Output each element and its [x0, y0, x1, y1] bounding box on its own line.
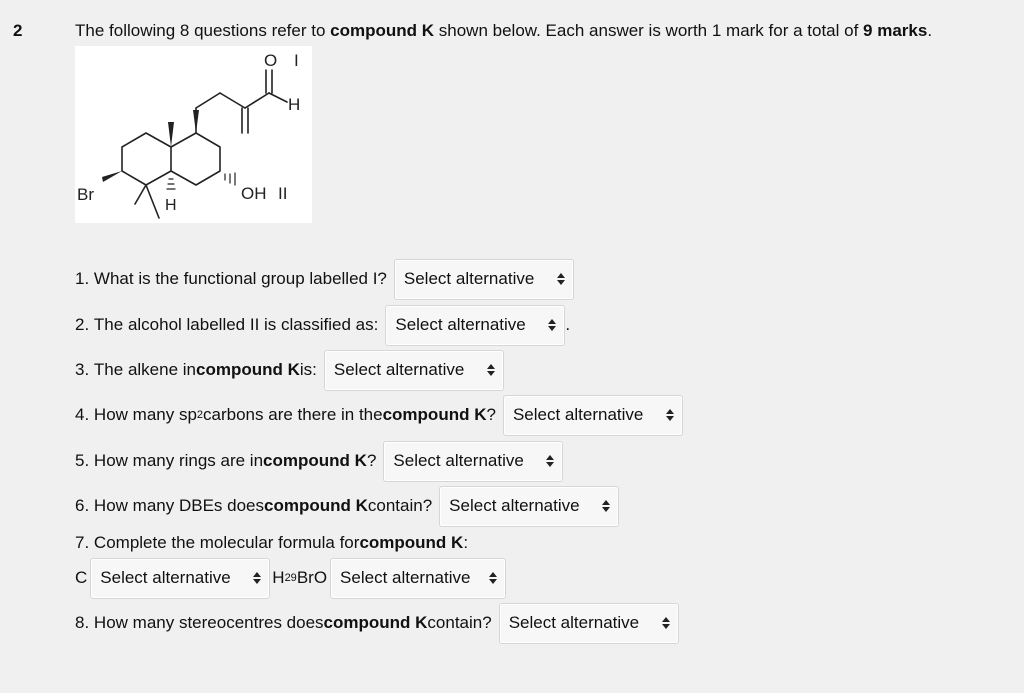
- intro-text-1: The following 8 questions refer to: [75, 21, 331, 40]
- question-number: 2: [13, 21, 23, 40]
- question-4: [75, 403, 683, 427]
- formula-hydrogen: H: [272, 568, 285, 587]
- question-5-compound: compound K: [263, 451, 367, 470]
- chain-bond-3: [220, 93, 245, 108]
- ring-right: [171, 133, 220, 185]
- select-arrows-icon: [666, 409, 674, 421]
- question-intro: [75, 21, 932, 41]
- question-3-text: The alkene in: [93, 360, 196, 379]
- aldehyde-h-bond: [269, 93, 287, 102]
- question-4-superscript: 2: [196, 409, 204, 421]
- question-2-period: .: [565, 315, 571, 334]
- formula-bro: BrO: [296, 568, 328, 587]
- select-arrows-icon: [487, 364, 495, 376]
- atom-label-o: O: [264, 51, 278, 70]
- question-7-compound: compound K: [359, 533, 464, 552]
- question-3-select[interactable]: [324, 350, 504, 391]
- select-arrows-icon: [546, 455, 554, 467]
- question-7: [75, 531, 468, 555]
- wedge-methyl: [168, 122, 174, 147]
- question-8-number: 8.: [75, 613, 90, 632]
- question-5-number: 5.: [75, 451, 90, 470]
- wedge-br: [102, 171, 122, 182]
- question-6-text: How many DBEs does: [93, 496, 264, 515]
- select-arrows-icon: [557, 273, 565, 285]
- question-2-number: 2.: [75, 315, 90, 334]
- hashed-bond-h: [167, 179, 175, 189]
- chain-bond-4: [245, 93, 269, 108]
- formula-oxygen-select-value: Select alternative: [340, 568, 471, 587]
- formula-oxygen-select[interactable]: [330, 558, 506, 599]
- question-2-select[interactable]: [385, 305, 565, 346]
- select-arrows-icon: [548, 319, 556, 331]
- question-7-number: 7.: [75, 533, 90, 552]
- question-1-text: What is the functional group labelled I?: [93, 269, 387, 288]
- label-i: I: [294, 51, 299, 70]
- formula-carbon-select[interactable]: [90, 558, 270, 599]
- atom-label-h-aldehyde: H: [288, 95, 301, 114]
- chain-bond-2: [196, 93, 220, 108]
- question-2-text: The alcohol labelled II is classified as:: [93, 315, 379, 334]
- question-5-select[interactable]: [383, 441, 563, 482]
- wedge-chain: [193, 110, 199, 133]
- methyl-bond-1: [135, 185, 146, 204]
- question-1: [75, 267, 574, 291]
- question-6-compound: compound K: [264, 496, 368, 515]
- formula-hydrogen-count: 29: [284, 572, 297, 584]
- question-5-text: How many rings are in: [93, 451, 264, 470]
- question-4-number: 4.: [75, 405, 90, 424]
- intro-marks: 9 marks: [863, 21, 928, 40]
- intro-text-2: shown below. Each answer is worth 1 mark for a total of: [434, 21, 864, 40]
- question-8: [75, 611, 679, 635]
- compound-k-structure: [75, 46, 312, 223]
- question-1-select[interactable]: [394, 259, 574, 300]
- question-6-text-end: contain?: [367, 496, 433, 515]
- question-3-text-end: is:: [299, 360, 317, 379]
- select-arrows-icon: [662, 617, 670, 629]
- question-6-select-value: Select alternative: [449, 496, 580, 515]
- ring-left: [122, 133, 171, 185]
- question-3-number: 3.: [75, 360, 90, 379]
- formula-carbon-select-value: Select alternative: [100, 568, 231, 587]
- methyl-bond-2: [146, 185, 159, 218]
- question-1-number: 1.: [75, 269, 90, 288]
- question-4-select-value: Select alternative: [512, 405, 644, 424]
- question-1-select-value: Select alternative: [403, 269, 535, 288]
- question-6: [75, 494, 619, 518]
- question-3-select-value: Select alternative: [333, 360, 465, 379]
- question-4-compound: compound K: [382, 405, 487, 424]
- question-3: [75, 358, 504, 382]
- question-4-text: How many sp: [93, 405, 197, 424]
- question-5-select-value: Select alternative: [393, 451, 524, 470]
- select-arrows-icon: [489, 572, 497, 584]
- question-6-number: 6.: [75, 496, 90, 515]
- select-arrows-icon: [253, 572, 261, 584]
- formula-row: [75, 566, 506, 590]
- compound-k-drawing: [75, 46, 312, 223]
- question-2-select-value: Select alternative: [395, 315, 526, 334]
- hashed-bond-oh: [225, 173, 235, 185]
- question-2: [75, 313, 570, 337]
- question-8-select[interactable]: [499, 603, 679, 644]
- question-5: [75, 449, 563, 473]
- select-arrows-icon: [602, 500, 610, 512]
- question-7-text-end: :: [463, 533, 469, 552]
- intro-compound: compound K: [330, 21, 435, 40]
- formula-carbon: C: [75, 568, 88, 587]
- question-8-text: How many stereocentres does: [93, 613, 324, 632]
- question-6-select[interactable]: [439, 486, 619, 527]
- question-7-text: Complete the molecular formula for: [93, 533, 360, 552]
- question-8-select-value: Select alternative: [508, 613, 640, 632]
- question-5-text-end: ?: [366, 451, 377, 470]
- question-4-text-mid: carbons are there in the: [203, 405, 383, 424]
- question-4-text-end: ?: [486, 405, 496, 424]
- question-4-select[interactable]: [503, 395, 683, 436]
- intro-text-3: .: [927, 21, 933, 40]
- atom-label-br: Br: [77, 185, 94, 204]
- label-ii: II: [278, 184, 288, 203]
- atom-label-h-ring: H: [165, 197, 177, 214]
- atom-label-oh: OH: [241, 184, 267, 203]
- question-3-compound: compound K: [196, 360, 300, 379]
- question-8-compound: compound K: [323, 613, 428, 632]
- question-8-text-end: contain?: [427, 613, 492, 632]
